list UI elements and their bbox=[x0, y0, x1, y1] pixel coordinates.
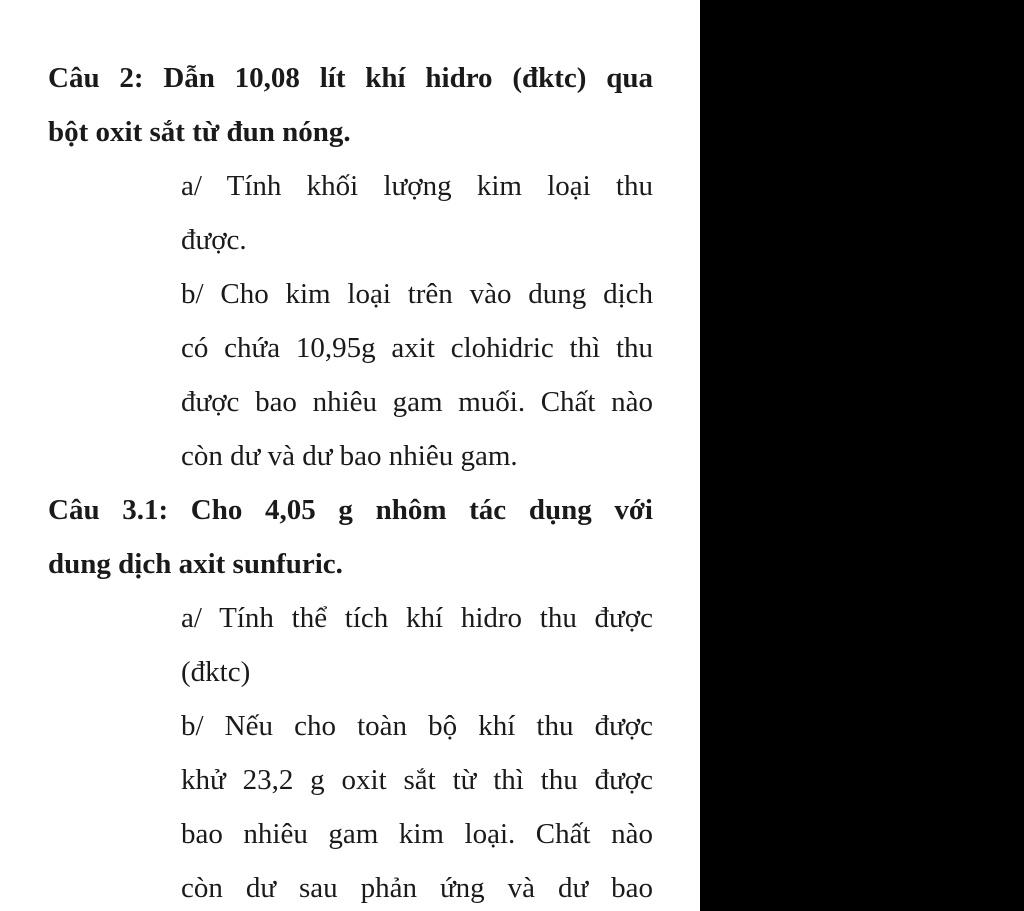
question-3-1a-line-1: a/ Tính thể tích khí hidro thu được bbox=[181, 602, 653, 634]
question-2a-line-2: được. bbox=[181, 224, 247, 256]
question-3-1b-line-3: bao nhiêu gam kim loại. Chất nào bbox=[181, 818, 653, 850]
question-3-1-heading-line-1: Câu 3.1: Cho 4,05 g nhôm tác dụng với bbox=[48, 494, 653, 526]
question-3-1b-line-1: b/ Nếu cho toàn bộ khí thu được bbox=[181, 710, 653, 742]
question-3-1a-line-2: (đktc) bbox=[181, 656, 251, 688]
question-2b-line-3: được bao nhiêu gam muối. Chất nào bbox=[181, 386, 653, 418]
question-2-heading-line-2: bột oxit sắt từ đun nóng. bbox=[48, 116, 351, 148]
question-2-heading-line-1: Câu 2: Dẫn 10,08 lít khí hidro (đktc) qua bbox=[48, 62, 653, 94]
question-2b-line-2: có chứa 10,95g axit clohidric thì thu bbox=[181, 332, 653, 364]
question-3-1-heading-line-2: dung dịch axit sunfuric. bbox=[48, 548, 343, 580]
question-2b-line-1: b/ Cho kim loại trên vào dung dịch bbox=[181, 278, 653, 310]
question-2a-line-1: a/ Tính khối lượng kim loại thu bbox=[181, 170, 653, 202]
question-3-1b-line-4: còn dư sau phản ứng và dư bao bbox=[181, 872, 653, 904]
question-3-1b-line-2: khử 23,2 g oxit sắt từ thì thu được bbox=[181, 764, 653, 796]
black-margin-panel bbox=[700, 0, 1024, 911]
question-2b-line-4: còn dư và dư bao nhiêu gam. bbox=[181, 440, 518, 472]
